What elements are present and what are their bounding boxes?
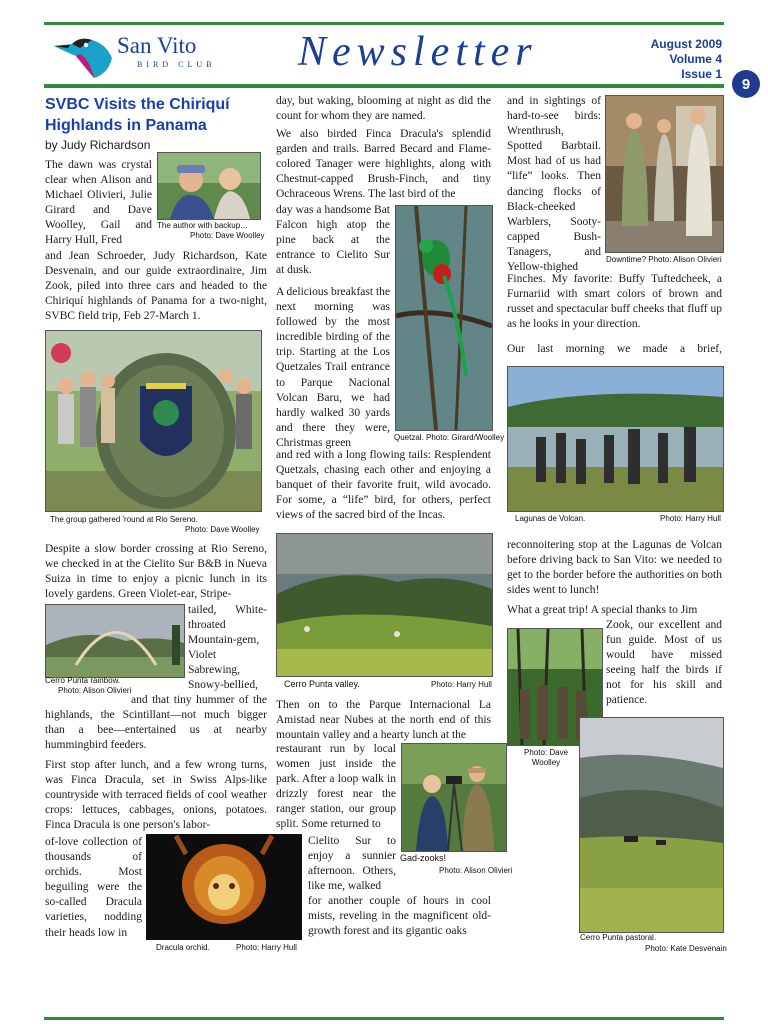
- col3-para4b: Zook, our excellent and fun guide. Most of us would have missed seeing half the birds if not for his skill and patience.: [606, 619, 722, 707]
- bird-logo-icon: [50, 30, 120, 80]
- forest-credit: Photo: Dave Woolley: [523, 748, 569, 767]
- col2-para3: A delicious breakfast the next morning was followed by the most incredible birding of the trip. Starting at the Los Quetzales Trail entrance to Parque Nacional Volcan Baru, we had hardly walked 30 yards and there they were, Christmas green: [276, 286, 391, 449]
- gadzooks-photo: [401, 743, 507, 852]
- rainbow-photo: [45, 604, 185, 678]
- valley-photo: [276, 533, 493, 677]
- newsletter-title: Newsletter: [298, 29, 538, 75]
- article-headline: SVBC Visits the Chiriquí Highlands in Panama: [45, 96, 230, 134]
- col2-para1: day, but waking, blooming at night as did the count for whom they are named.: [276, 95, 491, 123]
- issue-volume: Volume 4: [669, 52, 722, 66]
- lagunas-credit: Photo: Harry Hull: [660, 514, 721, 523]
- col1-para2c: and that tiny hummer of the highlands, the Scintillant—not much bigger than a bee—entertained us at nearby hummingbird feeders.: [45, 694, 267, 752]
- orchid-caption: Dracula orchid.: [156, 943, 210, 952]
- col2-para2: We also birded Finca Dracula's splendid garden and trails. Barred Becard and Flame-colored Tanager were highlights, along with Chestnut-capped Brush-Finch, and tiny Ochraceous Wrens. The last bird of the: [276, 128, 491, 201]
- article-byline: by Judy Richardson: [45, 138, 151, 152]
- logo-name: San Vito: [117, 33, 197, 58]
- footer-rule: [44, 1017, 724, 1020]
- downtime-caption: Downtime? Photo: Alison Olivieri: [606, 255, 722, 264]
- group-caption: The group gathered 'round at Rio Sereno.: [50, 515, 198, 524]
- col1-para1b: and Jean Schroeder, Judy Richardson, Kate Desvenain, and our guide extraordinaire, Jim Zook, piled into three cars and headed to the Chiriquí highlands of Panama for a two-night, SVBC field trip, Feb 27-March 1.: [45, 250, 267, 323]
- issue-date: August 2009: [650, 37, 722, 51]
- pastoral-credit: Photo: Kate Desvenain: [645, 944, 727, 953]
- col2-para4a: Then on to the Parque Internacional La Amistad near Nubes at the north end of this mountain valley and a hearty lunch at the: [276, 699, 491, 742]
- header-top-rule: [44, 22, 724, 25]
- col3-para1a: and in sightings of hard-to-see birds: Wrenthrush, Spotted Barbtail. Most had of us had “life” looks. Then dancing flocks of Black-cheeked Warblers, Sooty-capped Bush-Tanagers, and Yellow-thighed: [507, 95, 601, 274]
- col3-para1b: Finches. My favorite: Buffy Tuftedcheek, a Furnariid with smart colors of brown and russet and spectacular buff cheeks that fluff up as he looks in your direction.: [507, 273, 722, 331]
- issue-info: [620, 37, 722, 82]
- col1-para2b: tailed, White-throated Mountain-gem, Violet Sabrewing, Snowy-bellied,: [188, 604, 267, 692]
- quetzal-photo: [395, 205, 493, 431]
- col2-para3b: and red with a long flowing tails: Resplendent Quetzals, chasing each other and enjoying a banquet of their favorite fruit, wild avocado. For some, a “life” bird, for others, perfect views of the sacred bird of the Incas.: [276, 449, 491, 522]
- gadzooks-credit: Photo: Alison Olivieri: [439, 866, 513, 875]
- lagunas-photo: [507, 366, 724, 512]
- col2-para2b: day was a handsome Bat Falcon high atop the pine back at the entrance to Cielito Sur at dusk.: [276, 204, 390, 277]
- col2-para4c: Cielito Sur to enjoy a sunnier afternoon. Others, like me, walked: [308, 835, 396, 893]
- quetzal-caption: Quetzal. Photo: Girard/Woolley: [394, 433, 505, 442]
- page-number-badge: 9: [732, 70, 760, 98]
- col1-para3a: First stop after lunch, and a few wrong turns, was Finca Dracula, set in Swiss Alps-like countryside with terraced fields of cool weather crops: lettuces, cabbages, onions, potatoes. Finca Dracula is one person's labor-: [45, 759, 267, 832]
- valley-credit: Photo: Harry Hull: [431, 680, 492, 689]
- gadzooks-caption: Gad-zooks!: [400, 853, 447, 863]
- pastoral-photo: [579, 717, 724, 933]
- col1-para3b: of-love collection of thousands of orchids. Most beguiling were the so-called Dracula varieties, nodding their heads low in: [45, 836, 142, 939]
- col2-para4d: for another couple of hours in cool mists, reveling in the magnificent old-growth forest and its gigantic oaks: [308, 895, 491, 938]
- author-photo: [157, 152, 261, 220]
- header-bottom-rule: [44, 84, 724, 88]
- pastoral-caption: Cerro Punta pastoral.: [580, 933, 657, 942]
- author-caption: The author with backup…: [157, 221, 249, 230]
- issue-number: Issue 1: [681, 67, 722, 81]
- col1-para2a: Despite a slow border crossing at Rio Sereno, we checked in at the Cielito Sur B&B in Nueva Suiza in time to enjoy a picnic lunch in its lovely gardens. Green Violet-ear, Stripe-: [45, 543, 267, 601]
- col3-para3: reconnoitering stop at the Lagunas de Volcan before driving back to San Vito: we needed to get to the border before the authorities on both sides went to lunch!: [507, 539, 722, 597]
- rainbow-caption: Cerro Punta rainbow.: [45, 676, 121, 685]
- col2-para4b: restaurant run by local women just inside the park. After a loop walk in drizzly forest near the ranger station, our group split. Some returned to: [276, 743, 396, 831]
- group-photo: [45, 330, 262, 512]
- author-credit: Photo: Dave Woolley: [190, 231, 265, 240]
- downtime-photo: [605, 95, 724, 253]
- lagunas-caption: Lagunas de Volcan.: [515, 514, 586, 523]
- logo-subtitle: BIRD CLUB: [137, 60, 216, 69]
- orchid-credit: Photo: Harry Hull: [236, 943, 297, 952]
- col3-para2: Our last morning we made a brief,: [507, 343, 722, 355]
- rainbow-credit: Photo: Alison Olivieri: [58, 686, 132, 695]
- valley-caption: Cerro Punta valley.: [284, 679, 360, 689]
- col1-para1a: The dawn was crystal clear when Alison and Michael Olivieri, Julie Girard and Dave Woolley, Gail and Harry Hull, Fred: [45, 159, 152, 247]
- orchid-photo: [146, 834, 302, 940]
- group-credit: Photo: Dave Woolley: [185, 525, 260, 534]
- col3-para4a: What a great trip! A special thanks to Jim: [507, 604, 698, 616]
